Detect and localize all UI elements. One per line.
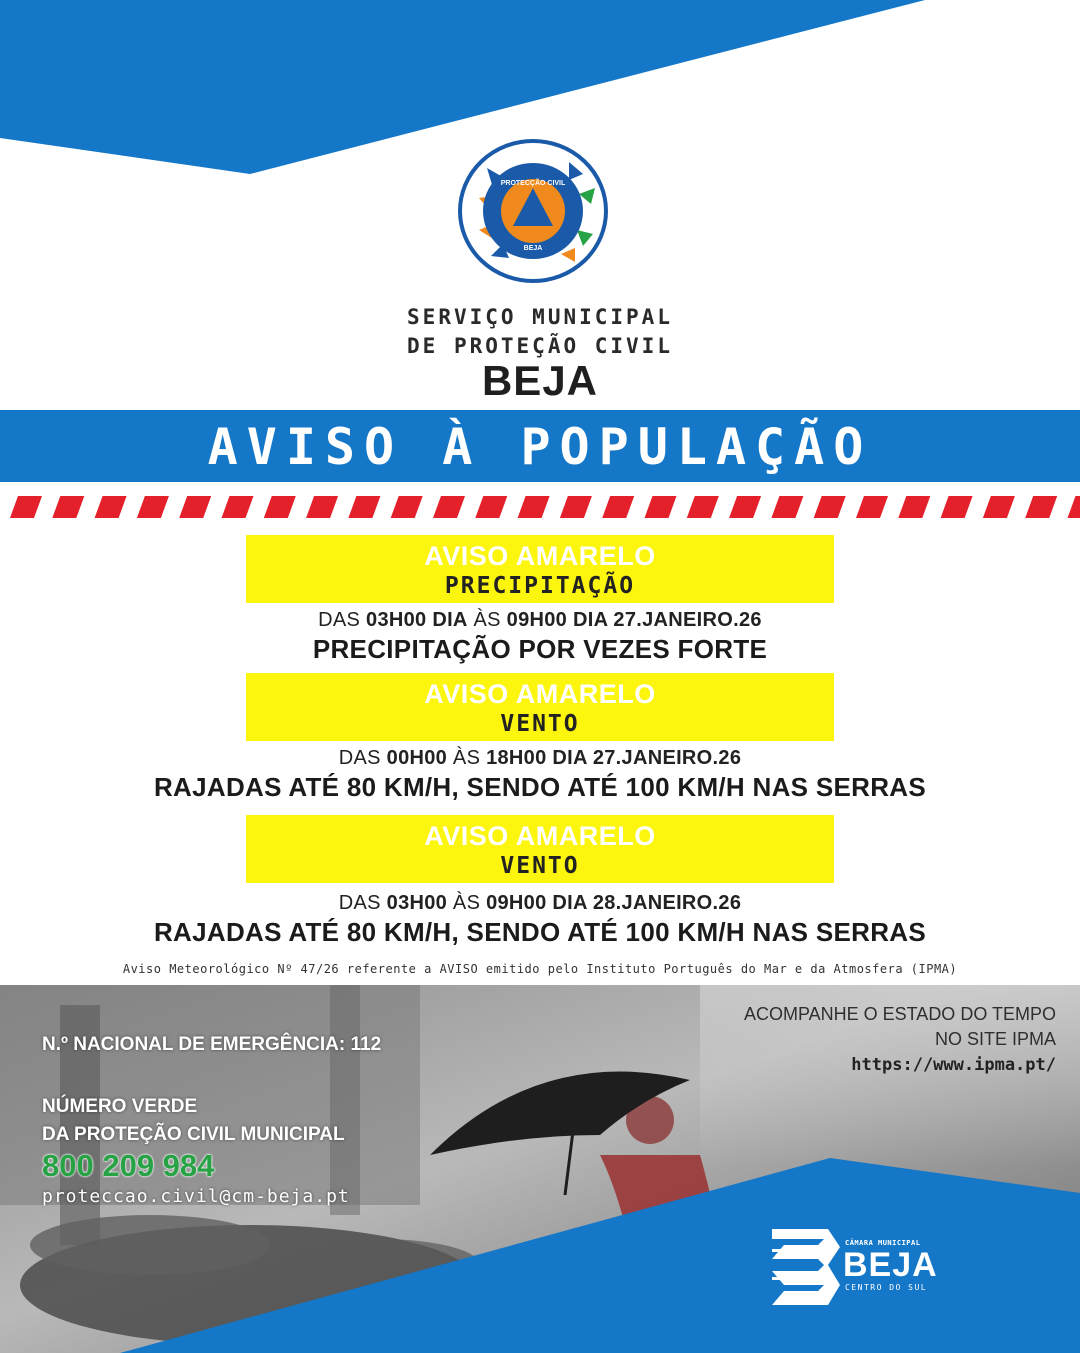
hazard-segment [433, 496, 465, 518]
logo-ring-text: PROTECÇÃO CIVIL [500, 180, 566, 187]
hazard-segment [771, 496, 803, 518]
green-phone-number[interactable]: 800 209 984 [42, 1148, 215, 1183]
hazard-segment [1025, 496, 1057, 518]
hazard-segment [856, 496, 888, 518]
hazard-segment [137, 496, 169, 518]
warning-level: AVISO AMARELO [424, 679, 656, 709]
city-name: BEJA [481, 357, 599, 404]
warning-level: AVISO AMARELO [424, 821, 656, 851]
hazard-segment [1068, 496, 1080, 518]
hazard-segment [687, 496, 719, 518]
aviso-title: AVISO À POPULAÇÃO [207, 418, 873, 476]
ipma-info [744, 1002, 1056, 1078]
service-line-2: DE PROTEÇÃO CIVIL [407, 334, 673, 358]
warning-box-2 [246, 673, 834, 741]
aviso-banner [0, 410, 1080, 482]
warning-description-2: RAJADAS ATÉ 80 KM/H, SENDO ATÉ 100 KM/H NAS SERRAS [153, 772, 926, 802]
ipma-line-2: NO SITE IPMA [934, 1029, 1056, 1049]
hazard-segment [814, 496, 846, 518]
warning-level: AVISO AMARELO [424, 541, 656, 571]
service-line-1: SERVIÇO MUNICIPAL [407, 305, 673, 329]
reference-note: Aviso Meteorológico Nº 47/26 referente a AVISO emitido pelo Instituto Português do Mar e da Atmosfera (IPMA) [122, 962, 958, 976]
hazard-segment [645, 496, 677, 518]
warning-description-1: PRECIPITAÇÃO POR VEZES FORTE [312, 634, 768, 664]
ipma-line-1: ACOMPANHE O ESTADO DO TEMPO [743, 1004, 1056, 1024]
hazard-segment [475, 496, 507, 518]
hazard-segment [729, 496, 761, 518]
green-number-label-1: NÚMERO VERDE [42, 1096, 198, 1117]
warning-period-3: DAS 03H00 ÀS 09H00 DIA 28.JANEIRO.26 [338, 892, 742, 914]
logo-bottom-text: BEJA [523, 245, 543, 252]
hazard-segment [264, 496, 296, 518]
emergency-number: N.º NACIONAL DE EMERGÊNCIA: 112 [42, 1034, 382, 1055]
ipma-url-link[interactable]: https://www.ipma.pt/ [851, 1055, 1056, 1075]
municipality-logo-icon [768, 1225, 848, 1309]
green-number-label-2: DA PROTEÇÃO CIVIL MUNICIPAL [42, 1124, 345, 1145]
hazard-segment [306, 496, 338, 518]
municipality-name: BEJA [843, 1246, 938, 1284]
warning-type: VENTO [500, 711, 580, 737]
warning-type: VENTO [500, 853, 580, 879]
municipality-label: CÂMARA MUNICIPAL [845, 1239, 921, 1247]
hazard-segment [518, 496, 550, 518]
warning-period-1: DAS 03H00 DIA ÀS 09H00 DIA 27.JANEIRO.26 [318, 609, 762, 631]
hazard-segment [941, 496, 973, 518]
warning-period-2: DAS 00H00 ÀS 18H00 DIA 27.JANEIRO.26 [338, 747, 742, 769]
hazard-segment [983, 496, 1015, 518]
hazard-segment [560, 496, 592, 518]
hazard-segment [391, 496, 423, 518]
warning-box-3 [246, 815, 834, 883]
contact-email-link[interactable]: proteccao.civil@cm-beja.pt [42, 1186, 350, 1207]
hazard-segment [179, 496, 211, 518]
warning-type: PRECIPITAÇÃO [444, 573, 636, 599]
hazard-segment [95, 496, 127, 518]
municipality-tagline: CENTRO DO SUL [845, 1283, 928, 1292]
hazard-segment [52, 496, 84, 518]
warning-description-3: RAJADAS ATÉ 80 KM/H, SENDO ATÉ 100 KM/H NAS SERRAS [153, 917, 926, 947]
hazard-segment [222, 496, 254, 518]
hazard-segment [348, 496, 380, 518]
hazard-stripe [0, 494, 1080, 520]
civil-protection-logo [457, 138, 609, 284]
hazard-segment [10, 496, 42, 518]
hazard-segment [602, 496, 634, 518]
hazard-segment [898, 496, 930, 518]
warning-box-1 [246, 535, 834, 603]
